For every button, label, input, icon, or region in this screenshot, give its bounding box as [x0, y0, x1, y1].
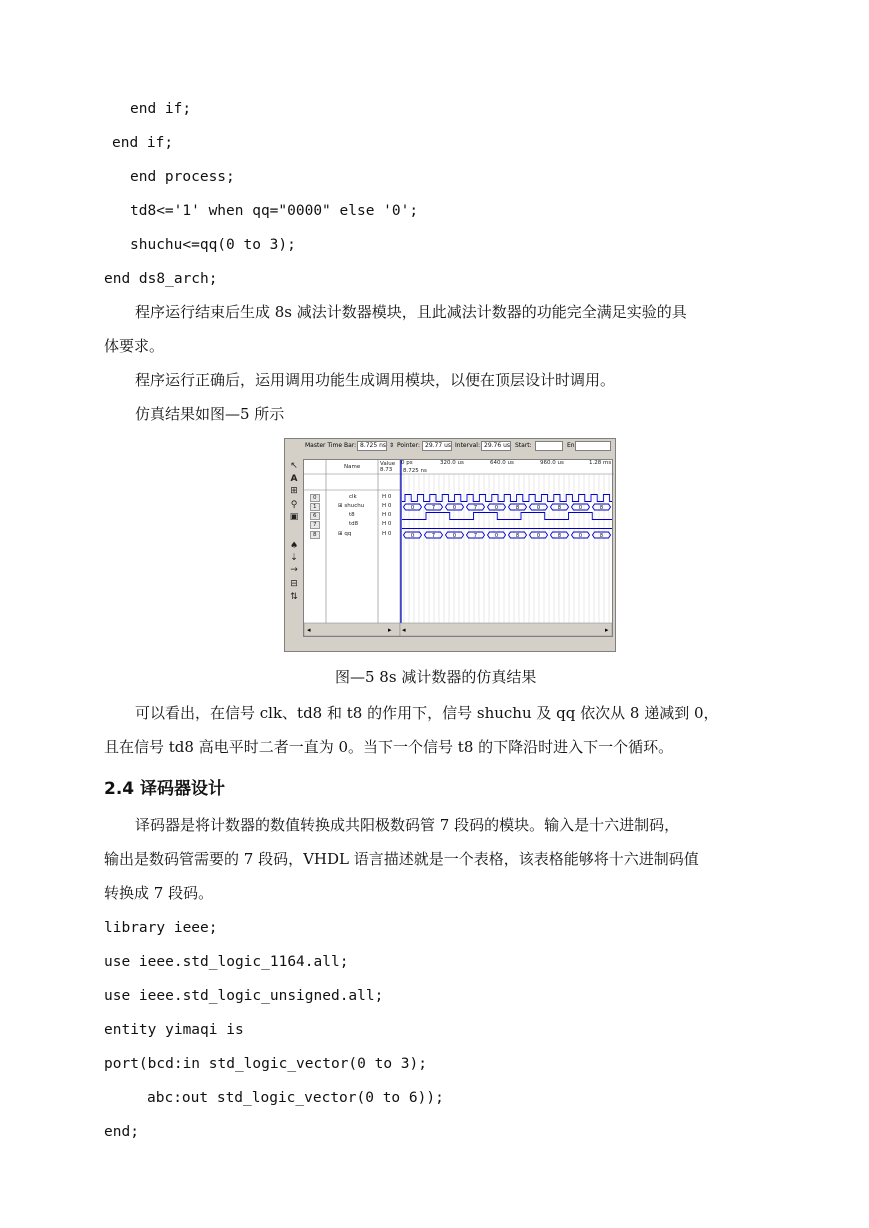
fullscreen-icon[interactable]: ▣ — [289, 512, 299, 522]
arrow-icon[interactable]: → — [290, 565, 298, 575]
signal-name[interactable]: t8 — [349, 512, 355, 518]
qq-value-label: 0 — [536, 533, 541, 539]
shuchu-value-label: 7 — [431, 505, 436, 511]
signal-value: H 0 — [382, 531, 392, 537]
shuchu-value-label: 0 — [452, 505, 457, 511]
qq-value-label: 0 — [410, 533, 415, 539]
qq-value-label: 7 — [431, 533, 436, 539]
code-line: library ieee; — [104, 920, 218, 936]
signal-value: H 0 — [382, 494, 392, 500]
code-line: abc:out std_logic_vector(0 to 6)); — [147, 1090, 444, 1106]
qq-value-label: 8 — [599, 533, 604, 539]
qq-value-label: 8 — [557, 533, 562, 539]
code-line: end process; — [130, 169, 235, 185]
signal-index: 1 — [310, 503, 320, 511]
find-icon[interactable]: ♠ — [289, 541, 299, 551]
assign-value-icon[interactable]: ⊟ — [290, 579, 298, 589]
signal-name[interactable]: ⊞ qq — [338, 531, 352, 537]
text-tool-icon[interactable]: A — [290, 474, 298, 484]
code-line: end; — [104, 1124, 139, 1140]
shuchu-value-label: 8 — [599, 505, 604, 511]
paragraph-line: 程序运行结束后生成 8s 减法计数器模块，且此减法计数器的功能完全满足实验的具 — [135, 303, 687, 321]
interval-value: 29.76 us — [481, 441, 511, 451]
signal-value: H 0 — [382, 503, 392, 509]
paragraph-line: 且在信号 td8 高电平时二者一直为 0。当下一个信号 t8 的下降沿时进入下一个循环。 — [104, 738, 674, 756]
time-scroll-right-icon[interactable]: ▸ — [605, 626, 609, 634]
start-value[interactable] — [535, 441, 563, 451]
shuchu-value-label: 7 — [473, 505, 478, 511]
paragraph-line: 译码器是将计数器的数值转换成共阳极数码管 7 段码的模块。输入是十六进制码， — [135, 816, 680, 834]
code-line: end if; — [112, 135, 174, 151]
pointer-value: 29.77 us — [422, 441, 452, 451]
cursor-arrows-icon[interactable]: ⇕ — [389, 442, 395, 449]
qq-value-label: 0 — [494, 533, 499, 539]
master-time-value[interactable]: 8.725 ns — [357, 441, 387, 451]
end-label: En — [567, 442, 575, 449]
signal-name[interactable]: clk — [349, 494, 357, 500]
cursor-time-label: 8.725 ns — [403, 468, 427, 474]
paragraph-line: 可以看出，在信号 clk、td8 和 t8 的作用下，信号 shuchu 及 qq 依次从 8 递减到 0， — [135, 704, 719, 722]
time-scroll-left-icon[interactable]: ◂ — [402, 626, 406, 634]
waveform-edit-icon[interactable]: ⊞ — [290, 486, 298, 496]
code-line: td8<='1' when qq="0000" else '0'; — [130, 203, 419, 219]
shuchu-value-label: 8 — [557, 505, 562, 511]
sort-icon[interactable]: ⇅ — [290, 592, 298, 602]
time-tick-label: 320.0 us — [440, 460, 464, 466]
signal-index: 8 — [310, 531, 320, 539]
waveform-panel — [303, 459, 613, 637]
simulation-waveform-window — [284, 438, 616, 652]
qq-value-label: 0 — [578, 533, 583, 539]
value-column-header: Value 8.73 — [380, 461, 396, 473]
code-line: end if; — [130, 101, 192, 117]
shuchu-value-label: 0 — [578, 505, 583, 511]
end-value[interactable] — [575, 441, 611, 451]
code-line: end ds8_arch; — [104, 271, 218, 287]
qq-value-label: 7 — [473, 533, 478, 539]
interval-label: Interval: — [455, 442, 480, 449]
name-scrollbar[interactable] — [304, 623, 400, 636]
signal-index: 6 — [310, 512, 320, 520]
tool-palette — [285, 455, 303, 651]
name-column-header: Name — [344, 464, 361, 470]
pointer-label: Pointer: — [397, 442, 420, 449]
waveform-svg — [304, 460, 614, 638]
paragraph-line: 程序运行正确后，运用调用功能生成调用模块，以便在顶层设计时调用。 — [135, 371, 616, 389]
replace-icon[interactable]: ⇣ — [290, 553, 298, 563]
code-line: entity yimaqi is — [104, 1022, 244, 1038]
time-tick-label: 640.0 us — [490, 460, 514, 466]
code-line: port(bcd:in std_logic_vector(0 to 3); — [104, 1056, 428, 1072]
paragraph-line: 仿真结果如图—5 所示 — [135, 405, 285, 423]
selection-tool-icon[interactable]: ↖ — [290, 461, 298, 471]
paragraph-line: 输出是数码管需要的 7 段码，VHDL 语言描述就是一个表格，该表格能够将十六进制码值 — [104, 850, 699, 868]
scroll-right-icon[interactable]: ▸ — [388, 626, 392, 634]
paragraph-line: 转换成 7 段码。 — [104, 884, 214, 902]
signal-index: 0 — [310, 494, 320, 502]
signal-name[interactable]: td8 — [349, 521, 359, 527]
shuchu-value-label: 0 — [494, 505, 499, 511]
figure-caption: 图—5 8s 减计数器的仿真结果 — [335, 668, 537, 686]
code-line: shuchu<=qq(0 to 3); — [130, 237, 296, 253]
time-tick-label: 0 ps — [401, 460, 413, 466]
section-heading: 2.4 译码器设计 — [104, 779, 226, 799]
scroll-left-icon[interactable]: ◂ — [307, 626, 311, 634]
signal-value: H 0 — [382, 521, 392, 527]
paragraph-line: 体要求。 — [104, 337, 165, 355]
code-line: use ieee.std_logic_unsigned.all; — [104, 988, 384, 1004]
time-tick-label: 960.0 us — [540, 460, 564, 466]
signal-name[interactable]: ⊞ shuchu — [338, 503, 365, 509]
time-tick-label: 1.28 ms — [589, 460, 612, 466]
master-time-label: Master Time Bar: — [305, 442, 357, 449]
shuchu-value-label: 0 — [410, 505, 415, 511]
shuchu-value-label: 0 — [536, 505, 541, 511]
zoom-icon[interactable]: ⚲ — [290, 500, 298, 510]
signal-index: 7 — [310, 521, 320, 529]
qq-value-label: 8 — [515, 533, 520, 539]
signal-value: H 0 — [382, 512, 392, 518]
code-line: use ieee.std_logic_1164.all; — [104, 954, 349, 970]
time-scrollbar[interactable] — [400, 623, 612, 636]
start-label: Start: — [515, 442, 532, 449]
shuchu-value-label: 8 — [515, 505, 520, 511]
qq-value-label: 0 — [452, 533, 457, 539]
